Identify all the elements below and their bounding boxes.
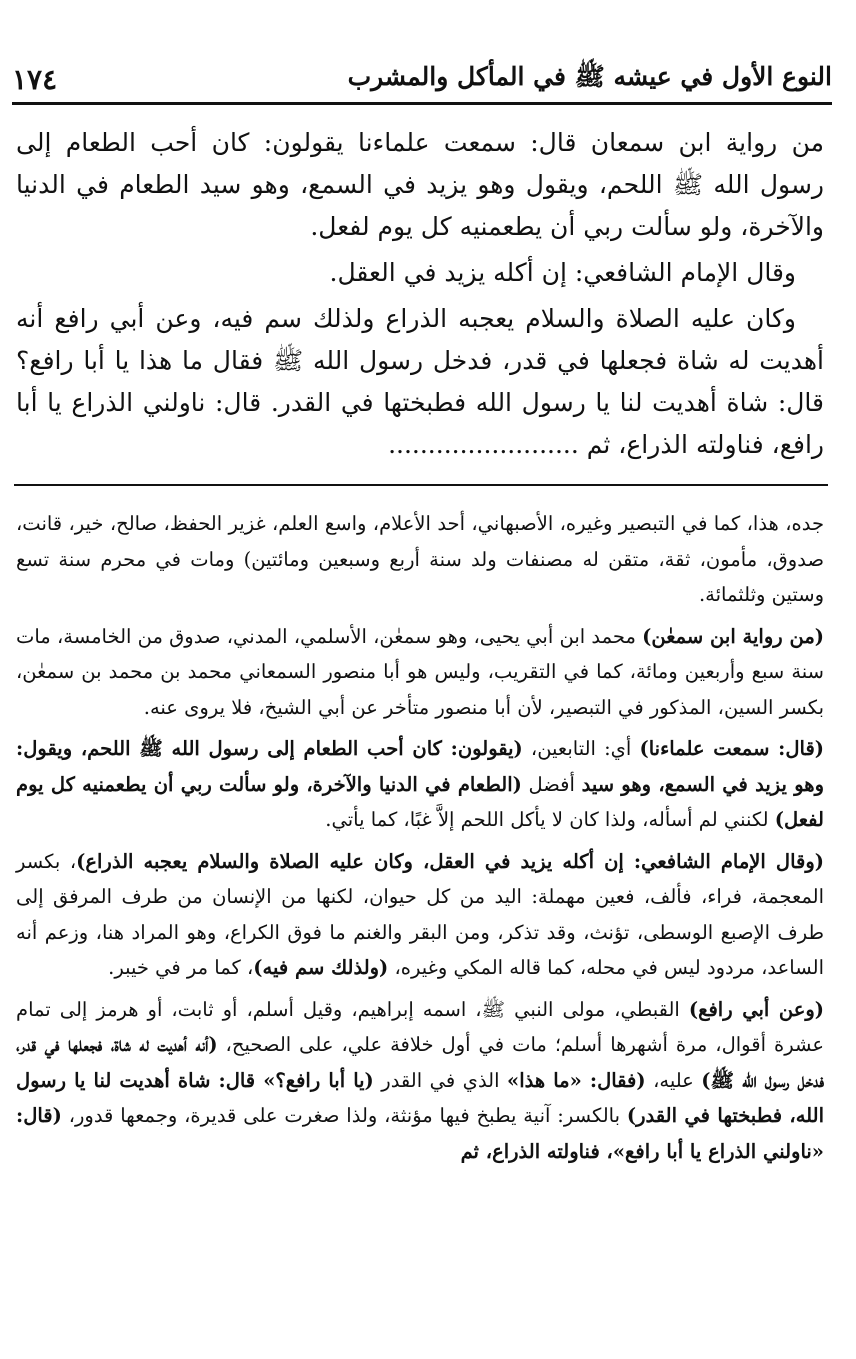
quoted-text: (يقولون: كان أحب الطعام إلى رسول الله ﷺ اللحم، ويقول: وهو يزيد في السمع، وهو سيد [16, 737, 824, 796]
main-paragraph: وقال الإمام الشافعي: إن أكله يزيد في العقل. [329, 258, 796, 287]
footnote-separator [14, 484, 828, 486]
commentary-paragraph [16, 992, 824, 1170]
quoted-text: (من رواية ابن سمعٰن) [642, 624, 825, 648]
quoted-text: (يا أبا رافع؟» قال: شاة أهديت لنا يا رسول الله، فطبختها في القدر) [16, 1068, 824, 1127]
commentary-text: القبطي، مولى النبي ﷺ، اسمه إبراهيم، وقيل أسلم، أو ثابت، أو هرمز إلى تمام عشرة أقوال، مرة أشهرها أسلم؛ مات في أول خلافة علي، على الصحيح، [16, 997, 824, 1056]
quoted-text: (وقال الإمام الشافعي: إن أكله يزيد في العقل، وكان عليه الصلاة والسلام يعجبه الذراع) [76, 849, 824, 873]
page-number: ١٧٤ [12, 62, 58, 96]
main-paragraph-text: وكان عليه الصلاة والسلام يعجبه الذراع ولذلك سم فيه، وعن أبي رافع أنه أهديت له شاة فجعلها في قدر، فدخل رسول الله ﷺ فقال ما هذا يا أبا رافع؟ قال: شاة أهديت لنا يا رسول الله فطبختها في القدر. قال: ناولني الذراع يا أبا رافع، فناولته الذراع، ثم [16, 304, 824, 459]
commentary-text: لكنني لم أسأله، ولذا كان لا يأكل اللحم إلاَّ غبًا، كما يأتي. [325, 808, 775, 831]
quoted-text: (أنه أهديت له شاة، فجعلها في قدر، فدخل رسول الله ﷺ) [16, 1033, 824, 1092]
quoted-text: (قال: سمعت علماءنا) [639, 737, 824, 760]
continuation-dots: ........................ [388, 430, 579, 459]
main-text [16, 122, 824, 470]
quoted-text: (ولذلك سم فيه) [253, 956, 389, 979]
commentary-text: محمد ابن أبي يحيى، وهو سمعٰن، الأسلمي، المدني، صدوق من الخامسة، مات سنة سبع وأربعين ومائة، كما في التقريب، وليس هو أبا منصور السمعاني محمد بن محمد بن سمعٰن، بكسر السين، المذكور في التبصير، لأن أبا منصور متأخر عن أبي الشيخ، فلا يروى عنه. [16, 624, 824, 719]
commentary-text: ، كما مر في خيبر. [108, 956, 254, 979]
page-header [12, 56, 832, 105]
quoted-text: (الطعام في الدنيا والآخرة، ولو سألت ربي أن يطعمنيه كل يوم لفعل) [16, 772, 824, 831]
main-paragraph: من رواية ابن سمعان قال: سمعت علماءنا يقولون: كان أحب الطعام إلى رسول الله ﷺ اللحم، ويقول وهو يزيد في السمع، وهو سيد الطعام في الدنيا والآخرة، ولو سألت ربي أن يطعمنيه كل يوم لفعل. [16, 128, 824, 241]
commentary-paragraph [16, 619, 824, 726]
commentary-text: عليه، [645, 1068, 702, 1092]
quoted-text: (فقال: «ما هذا» [507, 1068, 646, 1092]
commentary-text: بالكسر: آنية يطبخ فيها مؤنثة، ولذا صغرت على قديرة، وجمعها قدور، [61, 1104, 627, 1127]
commentary-paragraph [16, 731, 824, 838]
commentary-paragraph: جده، هذا، كما في التبصير وغيره، الأصبهاني، أحد الأعلام، واسع العلم، غزير الحفظ، صالح، خير، قانت، صدوق، مأمون، ثقة، متقن له مصنفات ولد سنة أربع وسبعين ومائتين) ومات في محرم سنة تسع وستين وثلثمائة. [16, 512, 824, 606]
running-title: النوع الأول في عيشه ﷺ في المأكل والمشرب [347, 61, 832, 91]
quoted-text: (وعن أبي رافع) [688, 997, 824, 1021]
commentary-text: أي: التابعين، [522, 737, 640, 760]
commentary-text: ، بكسر المعجمة، فراء، فألف، فعين مهملة: اليد من كل حيوان، لكنها من الإنسان من طرف المرفق إلى طرف الإصبع الوسطى، تؤنث، وقد تذكر، ومن البقر والغنم ما فوق الكراع، وهو المراد هنا، وزعم أنه الساعد، مردود ليس في محله، كما قاله المكي وغيره، [16, 849, 824, 979]
commentary [16, 506, 824, 1175]
commentary-text: الذي في القدر [373, 1068, 508, 1092]
quoted-text: (قال: «ناولني الذراع يا أبا رافع»، فناولته الذراع، ثم [16, 1104, 824, 1163]
commentary-text: أفضل [521, 772, 582, 796]
commentary-paragraph [16, 844, 824, 986]
main-paragraph [16, 298, 824, 466]
